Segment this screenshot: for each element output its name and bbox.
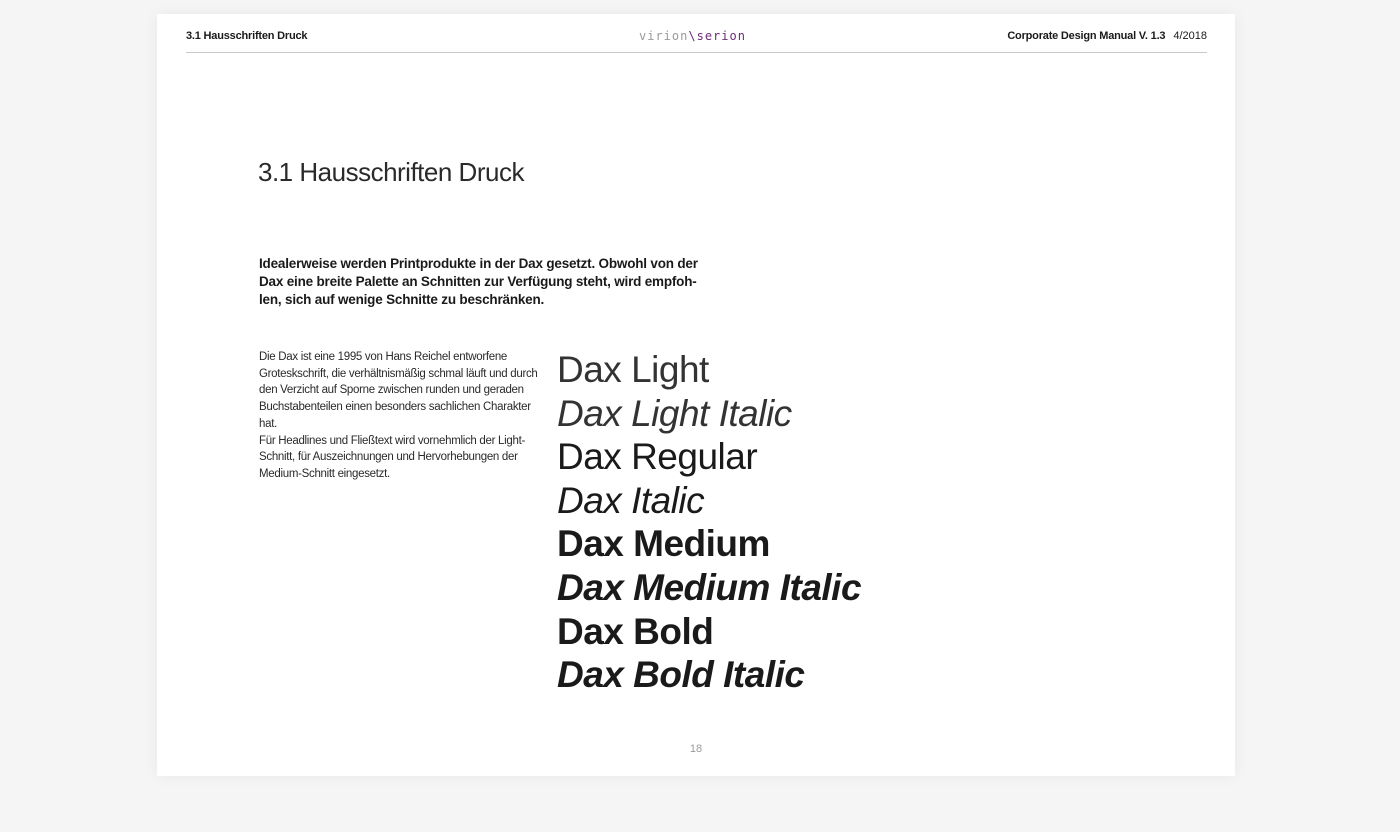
intro-paragraph: Idealerweise werden Printprodukte in der Dax gesetzt. Obwohl von der Dax eine breite Palette an Schnitten zur Verfügung steht, wird empfoh-len, sich auf wenige Schnitte zu beschränken. (259, 256, 698, 307)
header-manual-info (1007, 30, 1207, 42)
body-paragraph-1: Die Dax ist eine 1995 von Hans Reichel entworfene Groteskschrift, die verhältnismäßig schmal läuft und durch den Verzicht auf Sporne zwischen runden und geraden Buchstabenteilen einen besonders sachlichen Charakter hat. (259, 351, 538, 430)
logo-separator: \ (688, 29, 697, 43)
manual-title: Corporate Design Manual V. 1.3 (1007, 30, 1166, 42)
font-sample-regular: Dax Regular (557, 436, 758, 478)
font-sample-italic: Dax Italic (557, 479, 705, 521)
document-page (157, 14, 1235, 776)
logo-serion: serion (696, 29, 746, 43)
body-text (259, 349, 545, 483)
font-sample-light-italic: Dax Light Italic (557, 392, 792, 434)
font-sample-light: Dax Light (557, 349, 709, 390)
body-paragraph-2: Für Headlines und Fließtext wird vornehmlich der Light-Schnitt, für Auszeichnungen und Hervorhebungen der Medium-Schnitt eingesetzt. (259, 434, 526, 480)
page-title: 3.1 Hausschriften Druck (258, 157, 524, 187)
font-sample-bold: Dax Bold (557, 610, 714, 652)
font-sample-medium-italic: Dax Medium Italic (557, 566, 862, 608)
manual-date: 4/2018 (1173, 30, 1207, 42)
brand-logo (639, 29, 746, 43)
font-samples (557, 348, 861, 697)
font-sample-bold-italic: Dax Bold Italic (557, 654, 805, 696)
header-section-title: 3.1 Hausschriften Druck (186, 30, 308, 42)
page-header (186, 28, 1207, 53)
page-number: 18 (689, 743, 703, 755)
logo-virion: virion (639, 29, 689, 43)
font-sample-medium: Dax Medium (557, 523, 770, 565)
